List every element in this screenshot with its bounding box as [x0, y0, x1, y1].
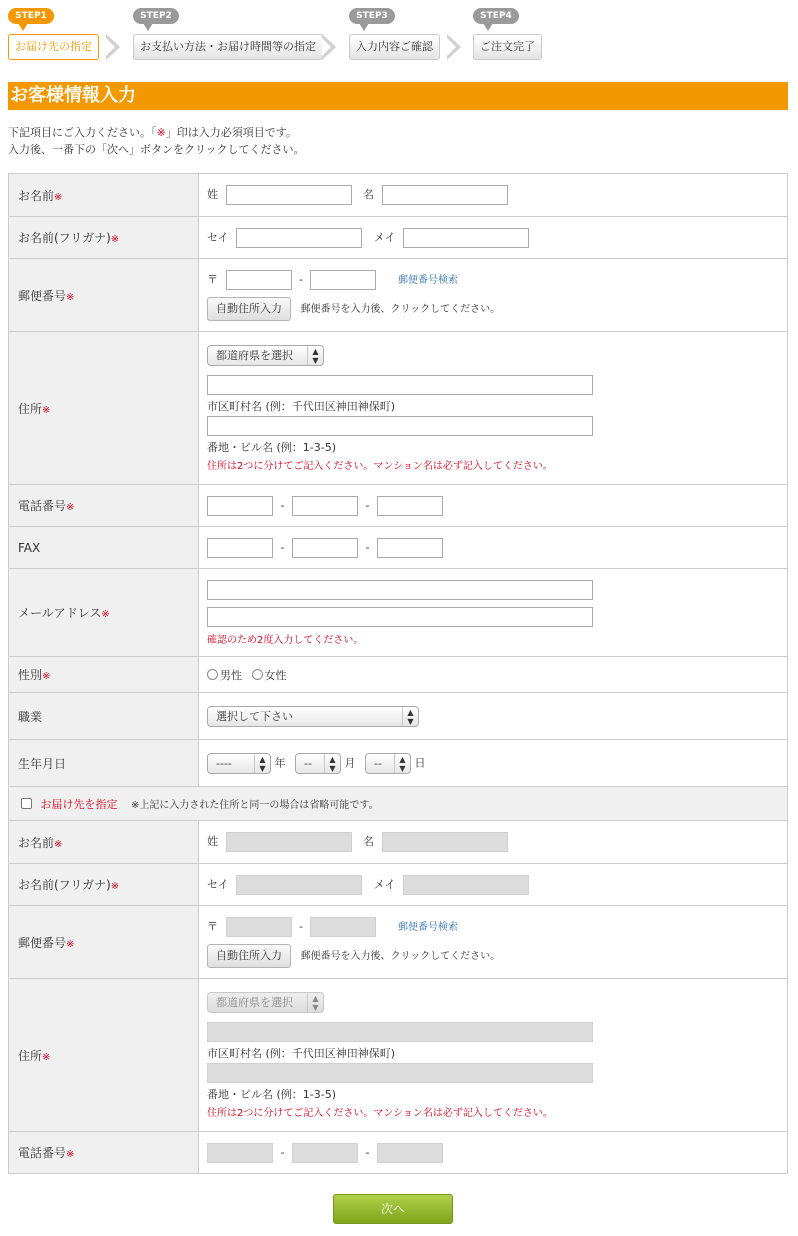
tel-label	[9, 485, 199, 527]
delivery-city-input[interactable]	[207, 1022, 593, 1042]
first-name-kana-input[interactable]	[403, 228, 529, 248]
dash: -	[365, 1145, 370, 1159]
required-mark: ※	[156, 126, 166, 139]
kana-label	[9, 217, 199, 259]
delivery-kana-label-text: お名前(フリガナ)	[18, 878, 111, 892]
row-gender	[9, 657, 788, 693]
fax1-input[interactable]	[207, 538, 273, 558]
male-label: 男性	[220, 668, 242, 682]
last-name-kana-input[interactable]	[236, 228, 362, 248]
delivery-zip-label-text: 郵便番号	[18, 935, 67, 950]
row-delivery-kana	[9, 864, 788, 906]
delivery-prefecture-value: 都道府県を選択	[216, 995, 293, 1009]
kana-field	[199, 217, 788, 259]
female-label: 女性	[264, 668, 287, 682]
row-delivery-toggle	[9, 787, 788, 821]
month-label: 月	[344, 756, 356, 769]
required-mark: ※	[110, 234, 120, 245]
kana-mei-label: メイ	[373, 230, 396, 244]
row-fax	[9, 527, 788, 569]
delivery-zip-field	[199, 906, 788, 979]
step-4-badge: STEP4	[473, 8, 519, 24]
delivery-address-label-text: 住所	[18, 1048, 43, 1063]
city-hint: 市区町村名 (例：千代田区神田神保町)	[207, 399, 396, 413]
tel-label-text: 電話番号	[18, 499, 67, 513]
dash: -	[365, 540, 370, 554]
row-delivery-name	[9, 821, 788, 864]
gender-field	[199, 657, 788, 693]
job-select-value: 選択して下さい	[216, 709, 293, 723]
first-name-input[interactable]	[382, 185, 508, 205]
dash: -	[365, 498, 370, 512]
year-label: 年	[274, 756, 286, 769]
dash: -	[280, 1145, 285, 1159]
email-label	[9, 569, 199, 657]
dash: -	[280, 498, 285, 512]
select-arrows-icon: ▲ ▼	[307, 993, 323, 1012]
intro-text	[8, 124, 305, 158]
required-mark: ※	[66, 291, 75, 303]
birth-year-select[interactable]	[207, 753, 271, 774]
kana-sei-label: セイ	[207, 230, 229, 244]
tel3-input[interactable]	[377, 496, 443, 516]
mei-label: 名	[363, 835, 374, 848]
delivery-tel1-input[interactable]	[207, 1143, 273, 1163]
dash: -	[299, 272, 303, 286]
step-1-label: お届け先の指定	[8, 34, 99, 60]
fax-label: FAX	[9, 527, 199, 569]
dash: -	[299, 919, 303, 933]
row-tel	[9, 485, 788, 527]
name-label	[9, 174, 199, 217]
required-mark: ※	[110, 881, 120, 892]
kana-sei-label: セイ	[207, 877, 229, 891]
job-label: 職業	[9, 693, 199, 740]
delivery-note: ※上記に入力された住所と同一の場合は省略可能です。	[131, 800, 379, 811]
step-3-label: 入力内容ご確認	[349, 34, 440, 60]
required-mark: ※	[66, 1149, 75, 1160]
street-input[interactable]	[207, 416, 593, 436]
kana-mei-label: メイ	[373, 877, 396, 891]
address-field	[199, 332, 788, 485]
step-arrow-icon	[106, 34, 122, 60]
email-label-text: メールアドレス	[18, 606, 102, 620]
intro-line1-start: 下記項目にご入力ください。「	[8, 126, 157, 139]
zip2-input[interactable]	[310, 270, 376, 290]
step-arrow-icon	[322, 34, 338, 60]
kana-label-text: お名前(フリガナ)	[18, 231, 111, 245]
intro-line2: 入力後、一番下の「次へ」ボタンをクリックしてください。	[8, 143, 305, 156]
required-mark: ※	[54, 191, 63, 203]
tel-field	[199, 485, 788, 527]
postal-mark: 〒	[207, 272, 218, 286]
step-arrow-icon	[447, 34, 463, 60]
delivery-zip-label	[9, 906, 199, 979]
job-select[interactable]	[207, 706, 419, 727]
address-label	[9, 332, 199, 485]
delivery-last-name-input[interactable]	[226, 832, 352, 852]
zip-label-text: 郵便番号	[18, 288, 67, 303]
tel1-input[interactable]	[207, 496, 273, 516]
street-hint: 番地・ビル名 (例：1-3-5)	[207, 440, 337, 454]
gender-label	[9, 657, 199, 693]
delivery-zip-search-link[interactable]: 郵便番号検索	[397, 921, 458, 933]
email-note: 確認のため2度入力してください。	[207, 634, 364, 646]
row-email	[9, 569, 788, 657]
zip-field	[199, 259, 788, 332]
delivery-name-label-text: お名前	[18, 835, 55, 850]
name-field	[199, 174, 788, 217]
delivery-checkbox[interactable]	[21, 798, 32, 809]
delivery-tel-label-text: 電話番号	[18, 1146, 67, 1160]
email-input[interactable]	[207, 580, 593, 600]
delivery-city-hint: 市区町村名 (例：千代田区神田神保町)	[207, 1046, 396, 1060]
select-arrows-icon: ▲ ▼	[324, 754, 340, 773]
birth-label: 生年月日	[9, 740, 199, 787]
row-delivery-address	[9, 979, 788, 1132]
select-arrows-icon: ▲ ▼	[307, 346, 323, 365]
required-mark: ※	[42, 671, 51, 682]
city-input[interactable]	[207, 375, 593, 395]
step-3-badge: STEP3	[349, 8, 395, 24]
male-radio[interactable]	[207, 669, 218, 680]
delivery-prefecture-select[interactable]	[207, 992, 324, 1013]
select-arrows-icon: ▲ ▼	[394, 754, 410, 773]
female-radio[interactable]	[252, 669, 263, 680]
required-mark: ※	[42, 404, 51, 416]
row-birthdate	[9, 740, 788, 787]
row-job	[9, 693, 788, 740]
row-name	[9, 174, 788, 217]
delivery-first-name-input[interactable]	[382, 832, 508, 852]
zip1-input[interactable]	[226, 270, 292, 290]
row-kana	[9, 217, 788, 259]
intro-line1-end: 」印は入力必須項目です。	[165, 126, 297, 139]
birth-year-value: ----	[216, 756, 232, 770]
birth-month-select[interactable]	[295, 753, 341, 774]
name-label-text: お名前	[18, 188, 55, 203]
delivery-last-name-kana-input[interactable]	[236, 875, 362, 895]
delivery-street-input[interactable]	[207, 1063, 593, 1083]
required-mark: ※	[66, 938, 75, 950]
step-3-pointer	[359, 23, 369, 31]
delivery-tel2-input[interactable]	[292, 1143, 358, 1163]
step-2-label: お支払い方法・お届け時間等の指定	[133, 34, 323, 60]
required-mark: ※	[54, 838, 63, 850]
day-label: 日	[414, 756, 426, 769]
birth-field	[199, 740, 788, 787]
birth-month-value: --	[304, 756, 312, 770]
tel2-input[interactable]	[292, 496, 358, 516]
row-address	[9, 332, 788, 485]
address-note: 住所は2つに分けてご記入ください。マンション名は必ず記入してください。	[207, 460, 553, 472]
delivery-tel3-input[interactable]	[377, 1143, 443, 1163]
delivery-zip2-input[interactable]	[310, 917, 376, 937]
dash: -	[280, 540, 285, 554]
email-field	[199, 569, 788, 657]
step-4-label: ご注文完了	[473, 34, 542, 60]
step-1-badge: STEP1	[8, 8, 54, 24]
delivery-name-field	[199, 821, 788, 864]
row-delivery-tel	[9, 1132, 788, 1174]
delivery-auto-address-button[interactable]: 自動住所入力	[207, 944, 291, 968]
fax-field	[199, 527, 788, 569]
zip-search-link[interactable]: 郵便番号検索	[397, 274, 458, 286]
birth-day-select[interactable]	[365, 753, 411, 774]
delivery-kana-field	[199, 864, 788, 906]
delivery-name-label	[9, 821, 199, 864]
step-2-pointer	[143, 23, 153, 31]
required-mark: ※	[101, 609, 110, 620]
delivery-tel-label	[9, 1132, 199, 1174]
step-4-pointer	[483, 23, 493, 31]
step-1-pointer	[18, 23, 28, 31]
fax3-input[interactable]	[377, 538, 443, 558]
customer-form-table	[8, 173, 788, 1174]
postal-mark: 〒	[207, 919, 218, 933]
prefecture-select-value: 都道府県を選択	[216, 348, 293, 362]
select-arrows-icon: ▲ ▼	[402, 707, 418, 726]
email-confirm-input[interactable]	[207, 607, 593, 627]
checkout-steps	[0, 0, 798, 70]
mei-label: 名	[363, 188, 374, 201]
delivery-address-note: 住所は2つに分けてご記入ください。マンション名は必ず記入してください。	[207, 1107, 553, 1119]
sei-label: 姓	[207, 188, 218, 201]
delivery-checkbox-label[interactable]: お届け先を指定	[40, 797, 118, 811]
delivery-zip1-input[interactable]	[226, 917, 292, 937]
row-zip	[9, 259, 788, 332]
gender-label-text: 性別	[18, 668, 43, 682]
zip-label	[9, 259, 199, 332]
birth-day-value: --	[374, 756, 382, 770]
last-name-input[interactable]	[226, 185, 352, 205]
select-arrows-icon: ▲ ▼	[254, 754, 270, 773]
delivery-first-name-kana-input[interactable]	[403, 875, 529, 895]
delivery-address-field	[199, 979, 788, 1132]
delivery-address-label	[9, 979, 199, 1132]
job-field	[199, 693, 788, 740]
fax2-input[interactable]	[292, 538, 358, 558]
required-mark: ※	[66, 502, 75, 513]
address-label-text: 住所	[18, 401, 43, 416]
next-button[interactable]: 次へ	[333, 1194, 453, 1224]
required-mark: ※	[42, 1051, 51, 1063]
delivery-street-hint: 番地・ビル名 (例：1-3-5)	[207, 1087, 337, 1101]
delivery-toggle-cell	[9, 787, 788, 821]
prefecture-select[interactable]	[207, 345, 324, 366]
auto-address-button[interactable]: 自動住所入力	[207, 297, 291, 321]
delivery-auto-address-hint: 郵便番号を入力後、クリックしてください。	[300, 950, 501, 962]
row-delivery-zip	[9, 906, 788, 979]
section-title: お客様情報入力	[8, 82, 788, 110]
sei-label: 姓	[207, 835, 218, 848]
step-2-badge: STEP2	[133, 8, 179, 24]
delivery-kana-label	[9, 864, 199, 906]
delivery-tel-field	[199, 1132, 788, 1174]
auto-address-hint: 郵便番号を入力後、クリックしてください。	[300, 303, 501, 315]
